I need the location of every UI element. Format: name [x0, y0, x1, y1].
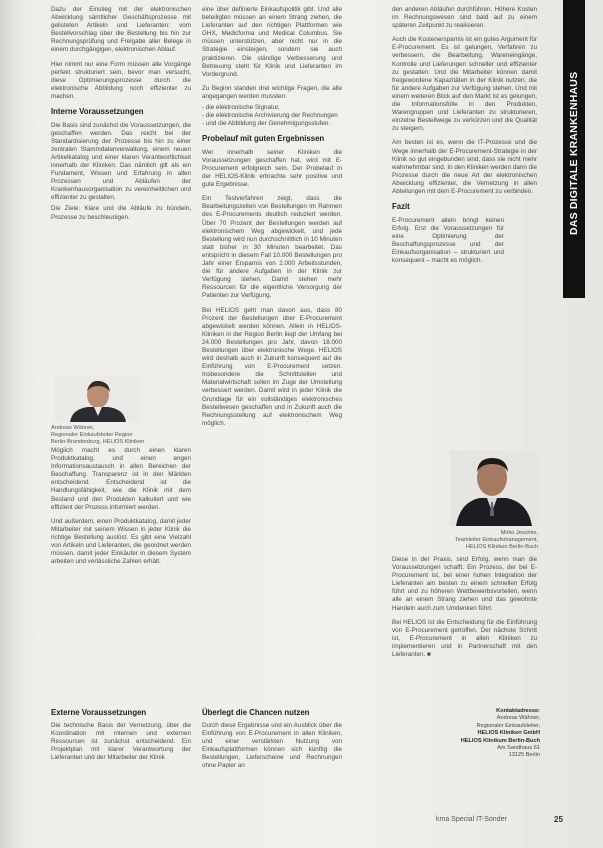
paragraph: Ein Testverfahren zeigt, dass die Bearbeitungszeiten von Bestellungen im Rahmen des E-Procurements deutlich reduziert werden. Über 70 Prozent der Bestellungen werden auf elektronischem Weg abgewickelt, und jede Bestellung wird nun durchschnittlich in 10 Minuten statt bisher in 30 Minuten bearbeitet. Das entspricht in diesem Fall 10.000 Bestellungen pro Jahr einer Ersparnis von 2.000 Arbeitsstunden, die für andere Aufgaben in der Klinik zur Verfügung stehen. Damit stehen mehr Ressourcen für die eigentliche Versorgung der Patienten zur Verfügung. [202, 195, 342, 300]
page-number: 25 [554, 815, 563, 824]
paragraph: Dazu der Einstieg mit der elektronischen Abwicklung sämtlicher Geschäftsprozesse mit gelisteten Artikeln und Lieferanten: vom Bestellvorschlag über die Bestellung bis hin zur Rechnungsprüfung und Freigabe aller Belege in einem durchgängigen, elektronischen Ablauf. [51, 6, 191, 54]
photo-caption-1 [51, 425, 161, 446]
contact-address [420, 708, 540, 760]
paragraph: Möglich macht es durch einen klaren Produktkatalog, und einen engen Informationsaustausch in allen Bereichen der Beschaffung. Transparenz ist in den Märkten entscheidend. Entscheidend ist die Handlungsfähigkeit, wie die Klinik mit dem Bestand und den Produkten kalkuliert und wie effizient der Prozess informiert werden. [51, 447, 191, 511]
section-heading-results: Probelauf mit guten Ergebnissen [202, 134, 325, 144]
gutter-shadow [0, 0, 18, 848]
text-column-1-lower [51, 447, 191, 572]
contact-line: HELIOS Klinikum Berlin-Buch [460, 737, 540, 744]
contact-line: Am Sandhaus 61 [497, 745, 540, 752]
paragraph: Zu Beginn standen drei wichtige Fragen, die alle angegangen werden mussten: [202, 84, 342, 100]
text-column-3 [392, 6, 537, 271]
contact-title: Kontaktadresse: [496, 708, 540, 714]
section-heading-external: Externe Voraussetzungen [51, 708, 147, 717]
portrait-illustration [54, 376, 140, 422]
text-column-3-lower [392, 556, 537, 665]
contact-line: 13125 Berlin [508, 752, 540, 759]
portrait-photo-mirko [450, 450, 538, 526]
text-column-2-bottom [202, 722, 342, 777]
paragraph: Am besten ist es, wenn die IT-Prozesse und die Wege innerhalb der E-Procurement-Strategie in der Klinik so gut eingebunden sind, dass sie nicht mehr wahrnehmbar sind. In den Kliniken werden dann die Prozesse durch die neue Art der elektronischen Abwicklung effizienter, die Vernetzung in allen Abteilungen mit dem E-Procurement zu verbinden. [392, 139, 537, 195]
caption-line: Mirko Jeschke, [500, 530, 538, 536]
caption-line: Andreas Wähner, [51, 425, 95, 431]
list-item: - und die Abbildung der Genehmigungsstufen. [202, 120, 331, 128]
portrait-illustration [450, 450, 538, 526]
paragraph: Bei HELIOS geht man davon aus, dass 80 Prozent der Bestellungen über E-Procurement abgewickelt werden können. Allein in HELIOS-Kliniken in der Region Berlin liegt der Umfang bei 24.000 Bestellungen pro Jahr, davon 18.000 Bestellungen über elektronische Wege. HELIOS wird deshalb auch in Zukunft konsequent auf die Einführung von E-Procurement setzen. Insbesondere die Schnittstellen und Materialwirtschaft sollen im Zuge der Umstellung verbessert werden. Damit wird in jeder Klinik die Grundlage für ein vollständiges elektronisches Bestellwesen geschaffen und in Zukunft auch die Rechnungsstellung auf elektronischem Weg möglich. [202, 306, 342, 427]
paragraph: Wer innerhalb seiner Kliniken die Voraussetzungen geschaffen hat, wird mit E-Procurement erfolgreich sein. Der Probelauf in der HELIOS-Klinik erbrachte sehr positive und gute Ergebnisse. [202, 148, 342, 189]
paragraph: Auch die Kostenersparnis ist ein gutes Argument für E-Procurement. Es ist gelungen, Verfahren zu verbessern, die Bearbeitung, Wareneingänge, Kontrolle und Lieferungen schneller und effizienter zu gestalten. Und die Mitarbeiter können damit freigewordene Kapazitäten in der Klinik nutzen, die für andere Aufgaben zur Verfügung stehen. Und mit einem weiteren Blick auf den Markt ist es gelungen, die Informationsfülle in den Produkten, Warengruppen und Lieferanten zu strukturieren, einzelne Bestellwege zu verkürzen und die Qualität zu steigern. [392, 36, 537, 133]
caption-line: Berlin-Brandenburg, HELIOS Kliniken [51, 439, 145, 445]
section-sidebar-label: DAS DIGITALE KRANKENHAUS [568, 71, 580, 235]
photo-caption-2 [440, 530, 538, 551]
list-item: - die elektronische Signatur, [202, 104, 280, 112]
paragraph: Und außerdem, einen Produktkatalog, damit jeder Mitarbeiter mit seinem Wissen in jeder Klinik die richtige Bestellung auslöst. Es gibt eine Vielzahl von Artikeln und Lieferanten, die geordnet werden müssen, damit jeder Einkäufer in diesem System arbeiten und verlässliche Zahlen erhält. [51, 517, 191, 566]
text-column-2 [202, 6, 342, 434]
text-column-1 [51, 6, 191, 228]
contact-line: Andreas Wähner, [496, 715, 540, 722]
section-heading-summary: Fazit [392, 202, 410, 212]
paragraph: Die technische Basis der Vernetzung, über die Koordination mit internen und externen Ressourcen ist zunächst entscheidend. Ein Projektplan mit klarer Verantwortung der Lieferanten und der Mitarbeiter der Klinik [51, 722, 191, 762]
text-column-1-bottom [51, 722, 191, 768]
caption-line: Regionaler Einkaufsleiter Region [51, 432, 133, 438]
paragraph: den anderen Abläufen durchführen. Höhere Kosten im Rechnungswesen sind bald auf zu einem späteren Zeitpunkt zu realisieren. [392, 6, 537, 30]
paragraph: Die Ziele: Klare und die Abläufe zu bündeln, Prozesse zu beschleunigen. [51, 205, 191, 221]
paragraph: eine über definierte Einkaufspolitik gibt. Und alle beteiligten müssen an einem Strang ziehen, die Lieferanten auf den richtigen Plattformen wie GHX, Medicforma und Medical Columbus. Sie müssen unterstützen, aber nicht nur in die Strategie einsteigen, sondern sie auch praktizieren. Die ständige Verbesserung und Betreuung steht für Klinik und Lieferanten im Vordergrund. [202, 6, 342, 78]
paragraph: E-Procurement allein bringt keinen Erfolg. Erst die Voraussetzungen für eine Optimierung der Beschaffungsprozesse und der Einkaufsorganisation – strukturiert und konsequent – macht es möglich. [392, 216, 504, 265]
paragraph: Hier nimmt nur eine Form müssen alle Vorgänge perfekt strukturiert sein, bevor man versucht, diese Optimierungsprozesse durch die elektronische Abbildung noch effizienter zu machen. [51, 60, 191, 100]
portrait-photo-andreas [54, 376, 140, 422]
caption-line: Teamleiter Einkaufsmanagement, [454, 537, 538, 543]
footer-publication: kma Special IT-Sonder [436, 816, 507, 823]
contact-line: HELIOS Kliniken GmbH [477, 730, 540, 737]
paragraph: Bei HELIOS ist die Entscheidung für die Einführung von E-Procurement getroffen. Der nächste Schritt ist, E-Procurement in allen Kliniken zu implementieren und in Partnerschaft mit den Lieferanten. ■ [392, 618, 537, 659]
bullet-list [202, 104, 342, 128]
paragraph: Diese in der Praxis, sind Erfolg, wenn man die Voraussetzungen schafft. Ein Prozess, der bei E-Procurement ist, bei einer hohen Integration der Lieferanten am besten zu einem schnellen Erfolg führt und zu höheren Wettbewerbsvorteilen, wenn alle an einem Strang ziehen und das gewohnte Handeln auch zum Umdenken führt. [392, 556, 537, 612]
caption-line: HELIOS Kliniken Berlin-Buch [465, 544, 538, 550]
section-heading-chances: Überlegt die Chancen nutzen [202, 708, 310, 717]
contact-line: Regionaler Einkaufsleiter, [476, 722, 540, 729]
paragraph: Die Basis sind zunächst die Voraussetzungen, die geschaffen werden. Das reicht bei der Standardisierung der Prozesse bis hin zu einer zentralen Stammdatenverwaltung, einem neuen Artikelkatalog und einer klaren Verantwortlichkeit innerhalb der Kliniken. Das nämlich gilt als ein Fundament, Wissen und Erfahrung in allen Prozessen und Abläufen der Krankenhausorganisation zu vereinheitlichen und effizienter zu gestalten. [51, 121, 191, 202]
list-item: - die elektronische Archivierung der Rechnungen [202, 112, 338, 120]
section-heading-internal: Interne Voraussetzungen [51, 107, 144, 117]
paragraph: Durch diese Ergebnisse und ein Ausblick über die Einführung von E-Procurement in allen Kliniken, und einer verstärkten Nutzung von Einkaufsplattformen können sich künftig die Bestellungen, Lieferscheine und Rechnungen ohne Papier an [202, 722, 342, 770]
